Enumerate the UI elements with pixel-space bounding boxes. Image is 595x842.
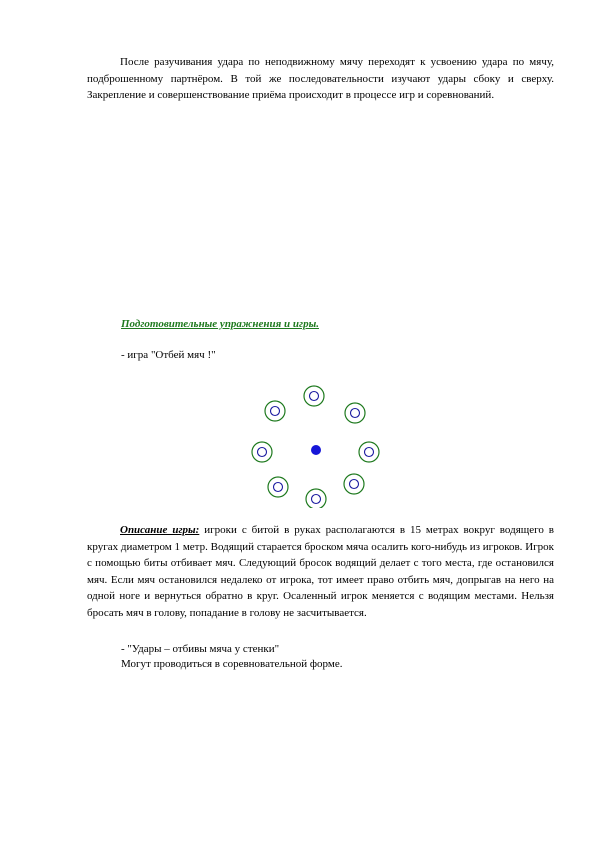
- game-diagram: [244, 378, 384, 508]
- player-ring: [359, 442, 379, 462]
- player-ring: [304, 386, 324, 406]
- rules-label: Описание игры:: [120, 524, 200, 536]
- section-heading: Подготовительные упражнения и игры.: [121, 318, 319, 330]
- player-marker: [271, 407, 280, 416]
- player-marker: [351, 409, 360, 418]
- player-ring: [265, 401, 285, 421]
- game2-note: Могут проводиться в соревновательной форме.: [121, 658, 343, 670]
- player-ring: [345, 403, 365, 423]
- rules-text: игроки с битой в руках располагаются в 15 метрах вокруг водящего в кругах диаметром 1 метр. Водящий старается броском мяча осалить кого-нибудь из игроков. Игрок с помощью биты отбивает мяч. Следующий бросок водящий делает с того места, где остановился мяч. Если мяч остановился недалеко от игрока, тот имеет право отбить мяч, допрыгав на него на одной ноге и вернуться обратно в круг. Осаленный игрок меняется с водящим местами. Нельзя бросать мяч в голову, попадание в голову не засчитывается.: [87, 524, 554, 619]
- game2-title: - "Удары – отбивы мяча у стенки": [121, 643, 280, 655]
- player-marker: [310, 392, 319, 401]
- player-marker: [274, 483, 283, 492]
- rules-paragraph: [87, 522, 554, 621]
- player-marker: [312, 495, 321, 504]
- intro-paragraph: После разучивания удара по неподвижному мячу переходят к усвоению удара по мячу, подброшенному партнёром. В той же последовательности изучают удары сбоку и сверху. Закрепление и совершенствование приёма происходит в процессе игр и соревнований.: [87, 56, 554, 101]
- player-ring: [344, 474, 364, 494]
- game-title: - игра "Отбей мяч !": [121, 349, 216, 361]
- center-player: [311, 445, 321, 455]
- player-marker: [258, 448, 267, 457]
- player-ring: [306, 489, 326, 508]
- player-marker: [365, 448, 374, 457]
- player-marker: [350, 480, 359, 489]
- player-ring: [268, 477, 288, 497]
- player-ring: [252, 442, 272, 462]
